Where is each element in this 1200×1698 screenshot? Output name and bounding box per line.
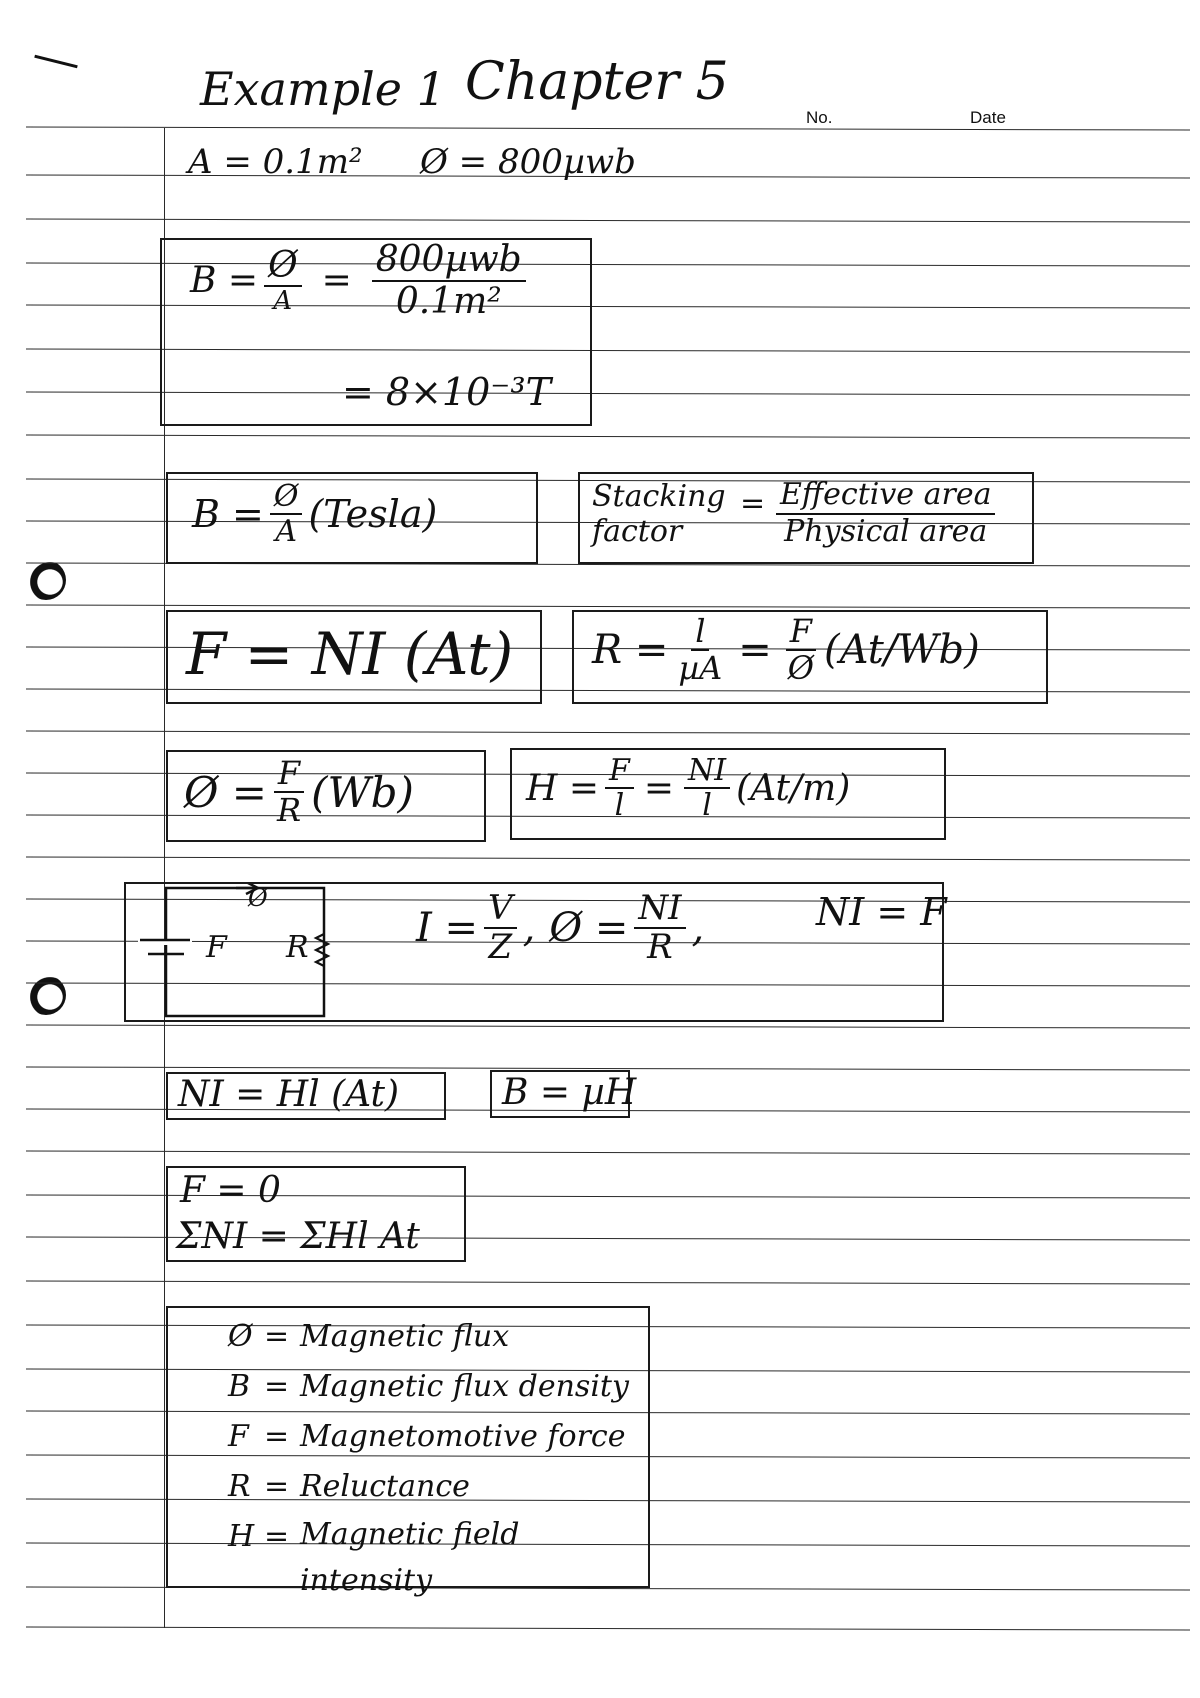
formula-phi-lhs: Ø = (184, 767, 267, 817)
legend-list (228, 1312, 629, 1604)
formula-h-num1: F (605, 754, 634, 789)
calc-result: = 8×10⁻³T (342, 370, 551, 414)
legend-item: Ø = Magnetic flux (228, 1319, 510, 1354)
legend-item: R = Reluctance (228, 1469, 470, 1504)
stacking-lhs-bottom: factor (592, 513, 683, 549)
circuit-ohm-den: Z (488, 927, 513, 968)
calc-frac2-den: 0.1m² (395, 280, 502, 322)
calc-eq2: = (321, 260, 352, 302)
formula-r-box (572, 610, 1048, 704)
formula-r-num2: F (786, 614, 816, 651)
circuit-ohm-num: V (484, 890, 517, 929)
formula-phi-num: F (274, 756, 304, 793)
formula-phi-den: R (276, 791, 302, 830)
magnetic-circuit-box (124, 882, 947, 1022)
legend-item: B = Magnetic flux density (228, 1369, 629, 1404)
circuit-r-label: R (286, 930, 309, 965)
formula-h-num2: NI (684, 754, 730, 789)
formula-h-lhs: H = (526, 767, 600, 809)
circuit-phi-label: Ø (248, 884, 268, 912)
formula-b-lhs: B = (192, 492, 264, 536)
kirchhoff-line1: F = 0 (180, 1170, 281, 1211)
chapter-title: Chapter 5 (465, 52, 729, 112)
formula-nih-text: NI = Hl (At) (178, 1074, 400, 1115)
formula-f-text: F = NI (At) (186, 620, 514, 688)
circuit-flux-num: NI (634, 890, 685, 929)
formula-phi-box (166, 750, 486, 842)
calculation-box (160, 238, 592, 426)
calc-frac2-num: 800µwb (372, 240, 526, 282)
formula-r-unit: (At/Wb) (824, 627, 980, 674)
formula-b-unit: (Tesla) (308, 492, 438, 536)
date-label: Date (970, 108, 1006, 127)
no-label: No. (806, 108, 833, 127)
punch-hole-icon (26, 975, 66, 1015)
stacking-eq: = (740, 486, 766, 521)
circuit-flux-lhs: Ø = (549, 905, 629, 952)
formula-r-num1: l (691, 614, 709, 651)
formula-h-box (510, 748, 946, 840)
stacking-den: Physical area (784, 513, 988, 549)
formula-f-box (166, 610, 542, 704)
formula-h-unit: (At/m) (736, 767, 851, 809)
circuit-flux-den: R (647, 927, 673, 968)
circuit-comma-1: , (522, 905, 536, 952)
formula-h-den1: l (614, 788, 625, 823)
formula-r-lhs: R = (592, 627, 669, 674)
formula-r-den2: Ø (787, 649, 815, 688)
stacking-lhs-top: Stacking (592, 479, 726, 514)
formula-b-den: A (275, 514, 297, 549)
stacking-factor-box (578, 472, 1034, 564)
formula-b-num: Ø (270, 480, 303, 515)
formula-r-eq2: = (738, 627, 772, 674)
formula-r-den1: µA (678, 649, 723, 688)
corner-tick-mark (34, 55, 77, 69)
given-flux: Ø = 800µwb (420, 142, 636, 182)
given-area: A = 0.1m² (188, 142, 363, 182)
kirchhoff-box (166, 1166, 466, 1262)
formula-bmu-box (490, 1070, 637, 1118)
calc-lhs: B = (190, 260, 259, 302)
stacking-num: Effective area (776, 478, 995, 515)
calc-frac1-den: A (273, 286, 293, 317)
circuit-ohm-lhs: I = (416, 905, 479, 952)
circuit-f-label: F (206, 930, 227, 965)
punch-hole-icon (26, 560, 66, 600)
calc-frac1-num: Ø (264, 246, 302, 288)
formula-phi-unit: (Wb) (311, 767, 414, 817)
formula-h-den2: l (702, 788, 712, 823)
circuit-ni-eq: NI = F (816, 890, 947, 934)
formula-nih-box (166, 1072, 446, 1120)
legend-item: F = Magnetomotive force (228, 1419, 626, 1454)
kirchhoff-line2: ΣNI = ΣHl At (176, 1216, 420, 1257)
page-title: Example 1 (200, 62, 446, 116)
formula-bmu-text: B = µH (502, 1072, 637, 1113)
legend-item: H = Magnetic field intensity (228, 1517, 520, 1598)
circuit-comma-2: , (691, 905, 705, 952)
legend-box (166, 1306, 650, 1598)
formula-b-box (166, 472, 538, 564)
formula-h-eq2: = (643, 767, 675, 809)
